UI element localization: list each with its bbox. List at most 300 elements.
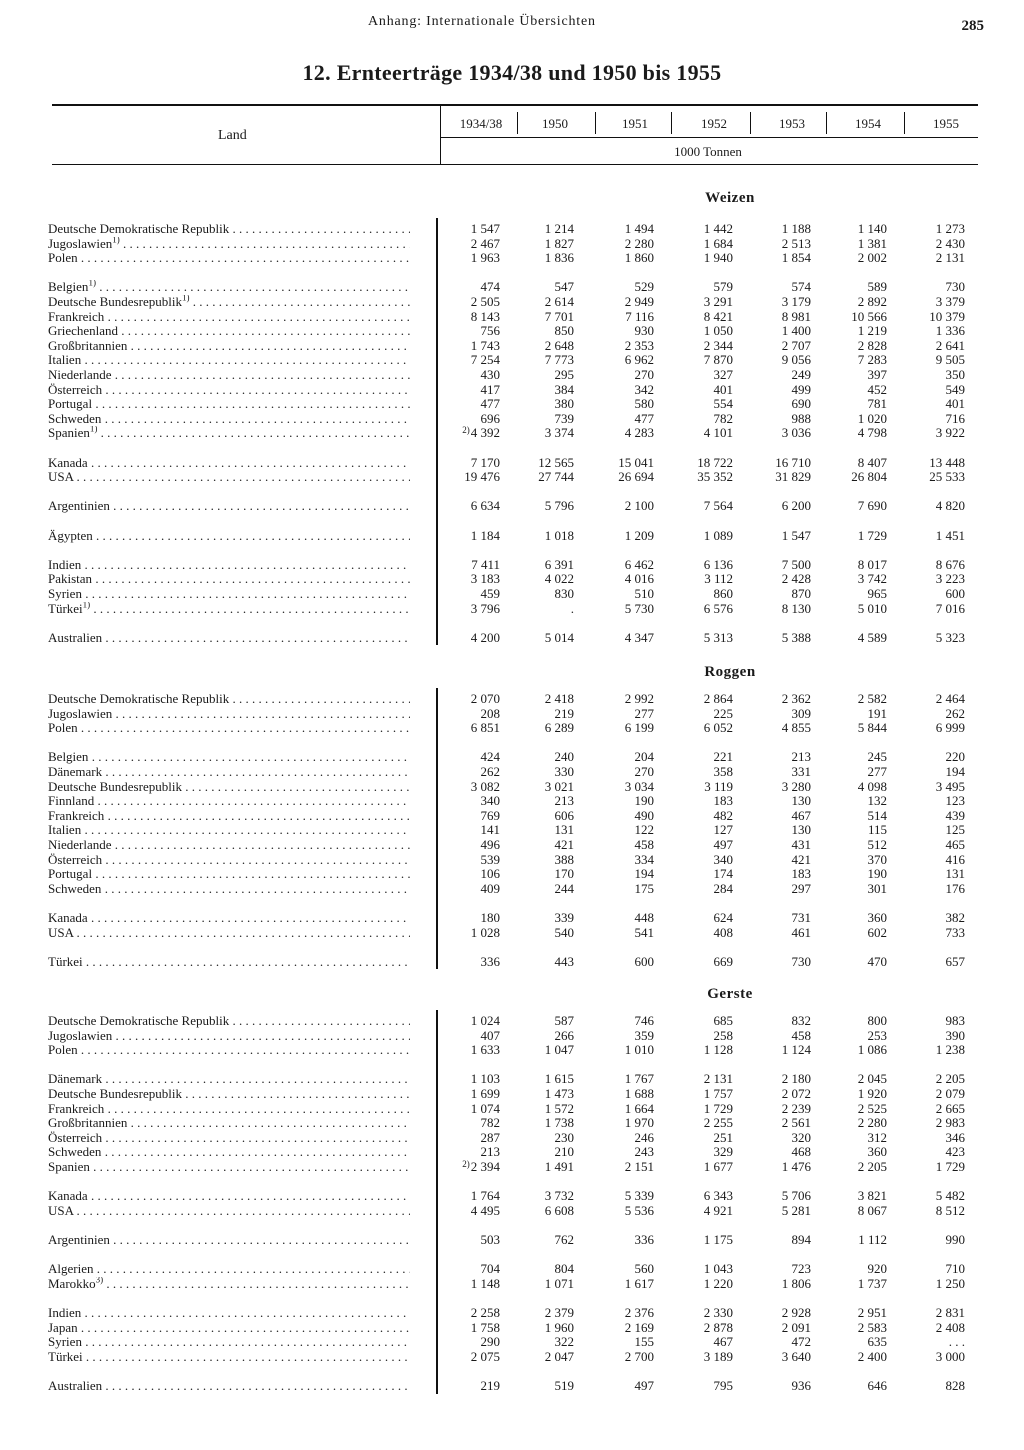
value-text: 1 854 [781,250,811,266]
value-text: 2 583 [857,1319,887,1335]
table-row [0,1262,1024,1277]
value-cell [574,1350,654,1365]
value-cell [420,838,500,853]
country-label: Italien [48,353,82,368]
land-header: Land [218,128,247,143]
value-text: 8 512 [935,1202,965,1218]
value-cell [574,397,654,412]
value-text: 602 [867,924,887,940]
value-text: 183 [791,866,811,882]
country-label: Kanada [48,455,88,470]
value-cell [807,1116,887,1131]
value-cell [885,750,965,765]
value-text: 1 184 [470,527,500,543]
country-label: Portugal [48,397,93,412]
value-text: 2 280 [624,235,654,251]
value-cell [653,1116,733,1131]
value-text: 4 495 [470,1202,500,1218]
value-cell [494,251,574,266]
value-text: 2 255 [703,1115,733,1131]
value-cell [420,721,500,736]
value-cell [653,383,733,398]
value-cell [653,1306,733,1321]
value-text: 190 [634,793,654,809]
country-label: Türkei [48,1349,83,1364]
value-cell [885,558,965,573]
country-label: Indien [48,1306,82,1320]
value-text: 3 000 [935,1348,965,1364]
value-cell [574,1014,654,1029]
value-cell [653,251,733,266]
value-cell [574,572,654,587]
value-cell [574,1072,654,1087]
value-text: 6 462 [624,556,654,572]
value-cell [494,1116,574,1131]
value-cell [885,1379,965,1394]
value-text: 407 [480,1027,500,1043]
value-text: 1 572 [544,1100,574,1116]
value-cell [420,955,500,970]
value-cell [420,1350,500,1365]
value-text: 7 690 [857,498,887,514]
value-cell [420,426,500,442]
value-cell [807,1102,887,1117]
value-text: 600 [945,586,965,601]
value-text: 3 732 [544,1188,574,1204]
value-cell [731,692,811,707]
value-text: 2 072 [781,1086,811,1101]
value-cell [885,926,965,941]
value-text: 1 219 [857,323,887,339]
table-row [0,558,1024,573]
table-top-rule [52,104,978,106]
country-name [48,882,410,897]
value-cell [653,1350,733,1365]
running-head: Anhang: Internationale Übersichten [368,14,596,29]
value-cell [494,412,574,427]
value-text: 1 214 [544,221,574,236]
value-text: 277 [867,764,887,779]
value-cell [494,602,574,617]
value-cell [807,310,887,325]
value-cell [494,456,574,471]
value-cell [885,794,965,809]
value-cell [653,1189,733,1204]
value-text: 320 [791,1129,811,1145]
value-cell [807,383,887,398]
value-cell [653,222,733,237]
country-name [48,1145,410,1160]
value-cell [494,529,574,544]
value-text: 141 [480,822,500,838]
value-cell [653,867,733,882]
value-text: 416 [945,851,965,867]
value-cell [653,1277,733,1292]
value-cell [420,1043,500,1058]
value-text: 2 949 [624,294,654,309]
value-cell [420,707,500,722]
table-row [0,1204,1024,1219]
value-cell [420,1277,500,1292]
value-cell [731,353,811,368]
value-text: 716 [945,410,965,426]
country-name [48,911,410,926]
value-cell [731,368,811,383]
value-text: 8 017 [857,556,887,572]
value-text: 382 [945,910,965,925]
value-text: 1 473 [544,1086,574,1101]
country-label: Italien [48,823,82,838]
value-cell [653,1014,733,1029]
value-cell [653,237,733,252]
value-cell [731,280,811,295]
value-text: 2 928 [781,1305,811,1320]
value-cell [731,955,811,970]
value-text: 240 [554,749,574,765]
value-cell [494,237,574,252]
value-text: 339 [554,910,574,925]
value-cell [653,1379,733,1394]
value-cell [653,470,733,485]
country-label: Syrien [48,1335,82,1350]
value-text: 696 [480,410,500,426]
value-cell [807,926,887,941]
value-cell [653,353,733,368]
value-cell [574,280,654,295]
value-cell [574,1233,654,1248]
value-cell [731,383,811,398]
value-text: 388 [554,851,574,867]
country-name [48,838,410,853]
value-cell [653,280,733,295]
value-text: 800 [867,1013,887,1028]
value-text: 1 738 [544,1115,574,1131]
value-text: 1 074 [470,1100,500,1116]
table-row [0,456,1024,471]
value-text: 746 [634,1013,654,1028]
value-text: 3 922 [935,425,965,441]
value-text: 3 082 [470,778,500,794]
value-text: 1 103 [470,1071,500,1087]
value-cell [574,707,654,722]
value-text: 3 821 [857,1188,887,1204]
value-text: 2 983 [935,1115,965,1131]
value-text: 35 352 [697,469,733,485]
value-text: 221 [713,749,733,765]
value-cell [885,529,965,544]
value-text: 6 052 [703,720,733,736]
value-cell [574,1043,654,1058]
value-text: 690 [791,396,811,412]
value-text: 1 043 [703,1261,733,1277]
value-text: 3 112 [704,571,733,587]
value-cell [885,412,965,427]
value-cell [807,602,887,617]
table-header-rule [52,164,978,165]
value-text: 31 829 [775,469,811,485]
country-label: USA [48,925,74,940]
value-cell [574,1335,654,1350]
value-text: 190 [867,866,887,882]
value-cell [731,1262,811,1277]
value-text: 295 [554,367,574,382]
value-cell [807,631,887,646]
value-cell [731,572,811,587]
value-text: 769 [480,807,500,823]
country-name [48,470,410,485]
country-label: Jugoslawien [48,236,113,251]
value-text: 6 608 [544,1202,574,1218]
value-text: 560 [634,1261,654,1277]
value-cell [731,1321,811,1336]
year-column-divider [595,112,596,134]
value-cell [807,251,887,266]
value-text: 213 [480,1144,500,1160]
value-text: 1 547 [781,527,811,543]
value-text: . . . [948,1334,965,1350]
value-cell [807,1131,887,1146]
value-text: 6 200 [781,498,811,514]
value-text: 213 [791,749,811,765]
country-label: Kanada [48,1189,88,1204]
value-cell [494,310,574,325]
country-name [48,853,410,868]
value-cell [494,750,574,765]
value-cell [731,1014,811,1029]
value-text: 730 [945,279,965,295]
value-cell [885,339,965,354]
value-cell [494,1131,574,1146]
value-cell [731,750,811,765]
country-name [48,794,410,809]
value-text: 3 742 [857,571,887,587]
value-cell [494,1087,574,1102]
value-text: 2 513 [781,235,811,251]
value-cell [731,1277,811,1292]
value-text: 2 045 [857,1071,887,1087]
value-cell [731,1102,811,1117]
value-cell [807,1350,887,1365]
value-text: 360 [867,910,887,925]
value-text: 4 283 [624,425,654,441]
value-text: 9 056 [781,352,811,368]
value-cell [574,529,654,544]
value-text: 474 [480,279,500,295]
value-text: 1 209 [624,527,654,543]
value-text: 253 [867,1027,887,1043]
table-row [0,587,1024,602]
value-text: 4 798 [857,425,887,441]
value-text: 1 664 [624,1100,654,1116]
value-cell [885,823,965,838]
value-cell [653,310,733,325]
country-name [48,750,410,765]
value-text: 830 [554,586,574,601]
value-cell [653,911,733,926]
value-cell [494,324,574,339]
value-cell [420,587,500,602]
footnote-marker: 1) [82,601,91,610]
value-text: 5 482 [935,1188,965,1204]
value-text: 127 [713,822,733,838]
value-cell [807,280,887,295]
year-column-divider [517,112,518,134]
value-text: 1 175 [703,1232,733,1247]
year-header: 1953 [779,116,805,131]
value-text: 6 962 [624,352,654,368]
value-cell [653,587,733,602]
table-row [0,251,1024,266]
value-text: 1 940 [703,250,733,266]
value-text: 230 [554,1129,574,1145]
value-text: 452 [867,381,887,397]
value-cell [731,1306,811,1321]
country-label: Österreich [48,382,103,397]
table-row [0,838,1024,853]
value-text: 600 [634,953,654,969]
value-cell [574,237,654,252]
value-text: 1 963 [470,250,500,266]
value-text: 8 421 [703,308,733,324]
value-cell [653,1029,733,1044]
value-text: 1 220 [703,1275,733,1291]
value-text: 4 022 [544,571,574,587]
value-cell [807,412,887,427]
value-cell [420,368,500,383]
value-text: 1 860 [624,250,654,266]
value-text: 3 291 [703,294,733,309]
value-cell [885,426,965,441]
country-name [48,867,410,882]
value-text: 125 [945,822,965,838]
table-row [0,295,1024,310]
value-text: 589 [867,279,887,295]
value-cell [653,1043,733,1058]
value-cell [574,838,654,853]
table-row [0,692,1024,707]
table-row [0,853,1024,868]
table-row [0,324,1024,339]
value-cell [731,926,811,941]
value-cell [494,397,574,412]
value-cell [574,456,654,471]
value-cell [574,794,654,809]
footnote-marker: 1) [89,426,98,435]
value-cell [653,499,733,514]
value-text: 2 070 [470,691,500,706]
value-cell [494,955,574,970]
value-cell [653,426,733,441]
table-row [0,1189,1024,1204]
value-cell [807,1335,887,1350]
value-text: 322 [554,1334,574,1350]
value-text: 210 [554,1144,574,1160]
country-name [48,1262,410,1277]
value-text: 5 706 [781,1188,811,1204]
country-label: Deutsche Bundesrepublik [48,779,182,794]
year-header: 1951 [622,116,648,131]
value-cell [885,1189,965,1204]
value-text: 330 [554,764,574,779]
value-text: 2 344 [703,337,733,353]
country-name [48,1204,410,1219]
country-name [48,780,410,795]
value-cell [420,1335,500,1350]
value-text: 170 [554,866,574,882]
value-cell [574,310,654,325]
country-name [48,823,410,838]
value-text: 13 448 [929,454,965,470]
value-cell [807,426,887,441]
value-text: 587 [554,1013,574,1028]
value-text: 510 [634,586,654,601]
value-cell [420,1189,500,1204]
value-cell [653,1145,733,1160]
value-cell [653,1204,733,1219]
table-row [0,1087,1024,1102]
value-text: 3 183 [470,571,500,587]
value-cell [731,295,811,310]
country-name [48,1306,410,1321]
value-cell [807,1204,887,1219]
value-text: 6 576 [703,600,733,616]
value-text: 384 [554,381,574,397]
value-cell [807,692,887,707]
table-row [0,721,1024,736]
value-text: 1 729 [703,1100,733,1116]
country-label: Marokko [48,1276,96,1291]
value-text: 804 [554,1261,574,1277]
value-cell [885,853,965,868]
footnote-marker: 2) [462,1159,470,1169]
value-text: 3 036 [781,425,811,441]
value-cell [885,692,965,707]
country-label: Frankreich [48,808,105,823]
value-text: 7 170 [470,454,500,470]
value-text: 5 281 [781,1202,811,1218]
value-text: 870 [791,586,811,601]
value-cell [731,426,811,441]
value-text: 262 [945,705,965,721]
value-text: 409 [480,880,500,896]
value-text: 430 [480,367,500,382]
value-text: 5 339 [624,1188,654,1204]
country-name [48,572,410,587]
value-cell [653,721,733,736]
year-header: 1934/38 [459,116,503,131]
value-cell [574,426,654,441]
country-name [48,353,410,368]
value-cell [494,1335,574,1350]
value-cell [885,310,965,325]
value-text: 2 169 [624,1319,654,1335]
value-text: 7 870 [703,352,733,368]
value-text: 2 428 [781,571,811,587]
value-text: 2 828 [857,337,887,353]
value-text: 6 851 [470,720,500,736]
value-cell [731,707,811,722]
value-text: 130 [791,793,811,809]
value-cell [653,397,733,412]
value-text: 2 353 [624,337,654,353]
value-cell [574,1277,654,1292]
value-cell [420,809,500,824]
value-text: 1 188 [781,221,811,236]
value-text: 1 547 [470,221,500,236]
value-text: 920 [867,1261,887,1277]
value-text: 19 476 [464,469,500,485]
value-cell [420,882,500,897]
